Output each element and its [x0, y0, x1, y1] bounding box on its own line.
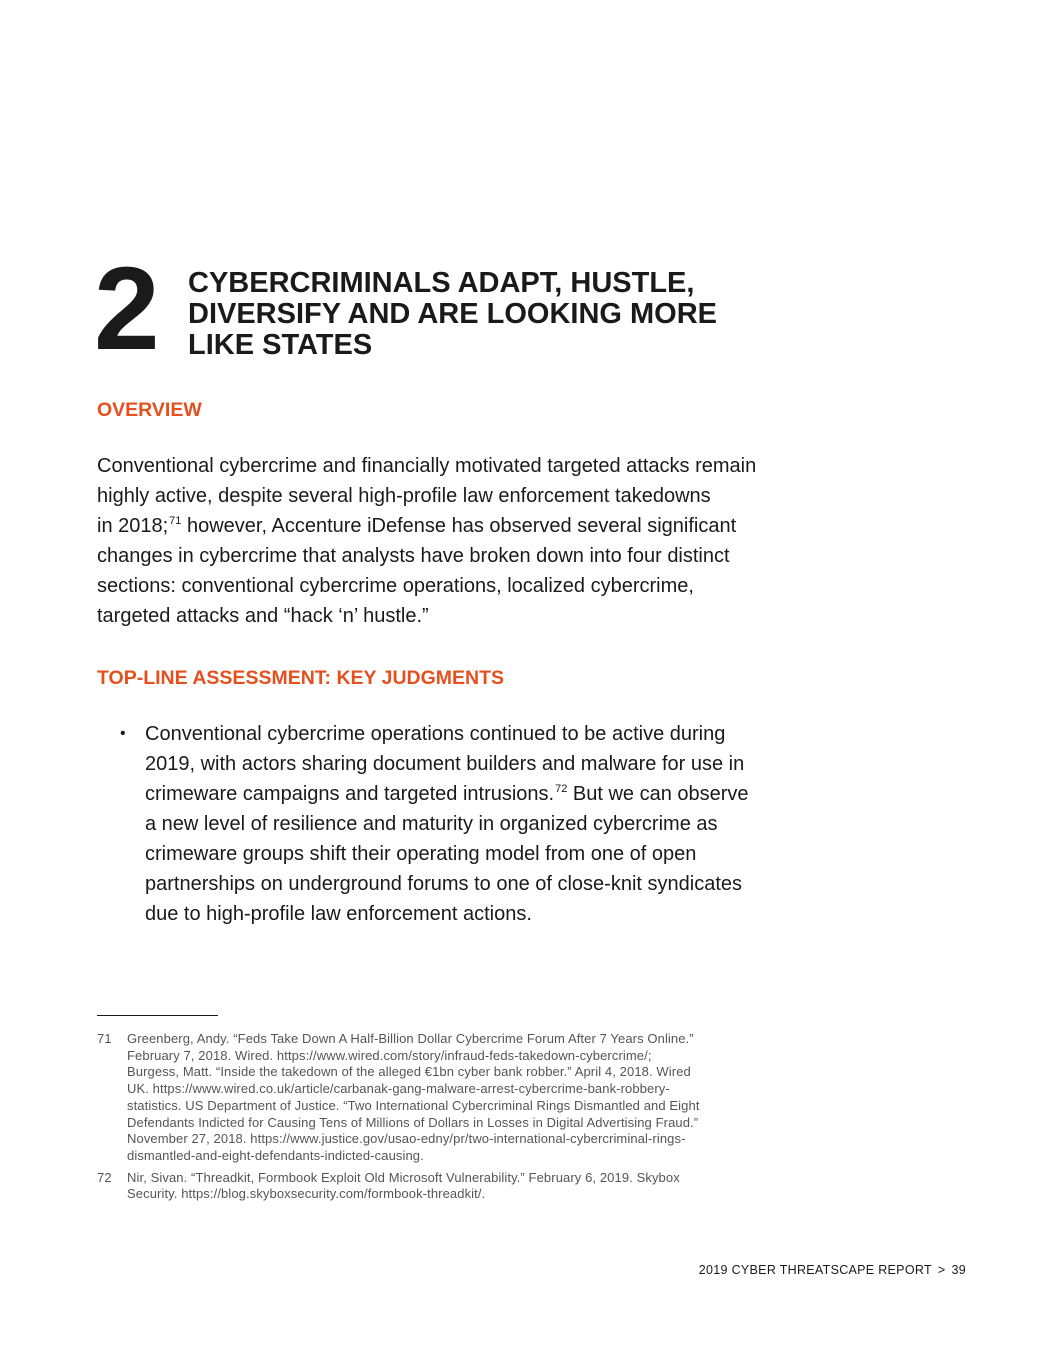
- list-item: [120, 719, 840, 929]
- bullet-icon: •: [120, 725, 126, 742]
- chapter-title-line: CYBERCRIMINALS ADAPT, HUSTLE,: [188, 267, 695, 299]
- footnote-71: [97, 1031, 857, 1165]
- page-number: 39: [951, 1263, 966, 1277]
- footnote-number: 71: [97, 1031, 112, 1046]
- footnote-divider: [97, 1015, 218, 1016]
- footnote-72: [97, 1170, 857, 1203]
- chapter-title-line: DIVERSIFY AND ARE LOOKING MORE: [188, 298, 718, 330]
- bullet-line: Conventional cybercrime operations continued to be active during: [145, 723, 726, 745]
- bullet-line: a new level of resilience and maturity in organized cybercrime as: [145, 813, 718, 835]
- paragraph-line: in 2018;$^{71}$ however, Accenture iDefense has observed several significant: [97, 515, 737, 537]
- footnote-line: Nir, Sivan. “Threadkit, Formbook Exploit Old Microsoft Vulnerability.” February 6, 2019. Skybox: [127, 1169, 680, 1185]
- paragraph-line: sections: conventional cybercrime operations, localized cybercrime,: [97, 575, 694, 597]
- paragraph-line: Conventional cybercrime and financially motivated targeted attacks remain: [97, 455, 757, 477]
- page-footer: [699, 1263, 966, 1277]
- paragraph-line: targeted attacks and “hack ‘n’ hustle.”: [97, 605, 429, 627]
- footnote-line: Defendants Indicted for Causing Tens of Millions of Dollars in Losses in Digital Advertising Fraud.”: [127, 1114, 699, 1130]
- bullet-line: 2019, with actors sharing document builders and malware for use in: [145, 753, 745, 775]
- footnote-line: February 7, 2018. Wired. https://www.wired.com/story/infraud-feds-takedown-cybercrime/;: [127, 1047, 652, 1063]
- footnote-line: Burgess, Matt. “Inside the takedown of the alleged €1bn cyber bank robber.” April 4, 2018. Wired: [127, 1064, 691, 1080]
- footer-separator: >: [937, 1263, 946, 1277]
- footnote-ref-72[interactable]: 72: [555, 783, 568, 795]
- footnote-line: statistics. US Department of Justice. “Two International Cybercriminal Rings Dismantled and Eight: [127, 1097, 700, 1113]
- bullet-line: crimeware groups shift their operating model from one of open: [145, 843, 697, 865]
- paragraph-line: highly active, despite several high-profile law enforcement takedowns: [97, 485, 711, 507]
- overview-paragraph: [97, 451, 857, 631]
- chapter-title-line: LIKE STATES: [188, 329, 373, 361]
- paragraph-line: changes in cybercrime that analysts have broken down into four distinct: [97, 545, 730, 567]
- footnote-line: UK. https://www.wired.co.uk/article/carbanak-gang-malware-arrest-cybercrime-bank-robbery-: [127, 1081, 670, 1097]
- key-judgments-list: [120, 719, 840, 929]
- footnote-line: Security. https://blog.skyboxsecurity.com/formbook-threadkit/.: [127, 1186, 486, 1202]
- bullet-line: due to high-profile law enforcement actions.: [145, 903, 532, 925]
- key-judgments-heading: TOP-LINE ASSESSMENT: KEY JUDGMENTS: [97, 667, 505, 689]
- report-title: 2019 CYBER THREATSCAPE REPORT: [698, 1263, 932, 1277]
- chapter-number: 2: [94, 243, 154, 375]
- footnote-ref-71[interactable]: 71: [169, 515, 182, 527]
- footnote-number: 72: [97, 1169, 112, 1185]
- footnote-line: dismantled-and-eight-defendants-indicted-causing.: [127, 1147, 424, 1163]
- chapter-title: [188, 268, 808, 361]
- footnotes: [97, 1031, 857, 1208]
- bullet-line: partnerships on underground forums to one of close-knit syndicates: [145, 873, 743, 895]
- bullet-line: crimeware campaigns and targeted intrusions.$^{72}$ But we can observe: [145, 783, 749, 805]
- overview-heading: OVERVIEW: [97, 399, 202, 421]
- footnote-line: November 27, 2018. https://www.justice.gov/usao-edny/pr/two-international-cybercriminal-rings-: [127, 1131, 686, 1147]
- footnote-line: Greenberg, Andy. “Feds Take Down A Half-Billion Dollar Cybercrime Forum After 7 Years Online.”: [127, 1031, 694, 1046]
